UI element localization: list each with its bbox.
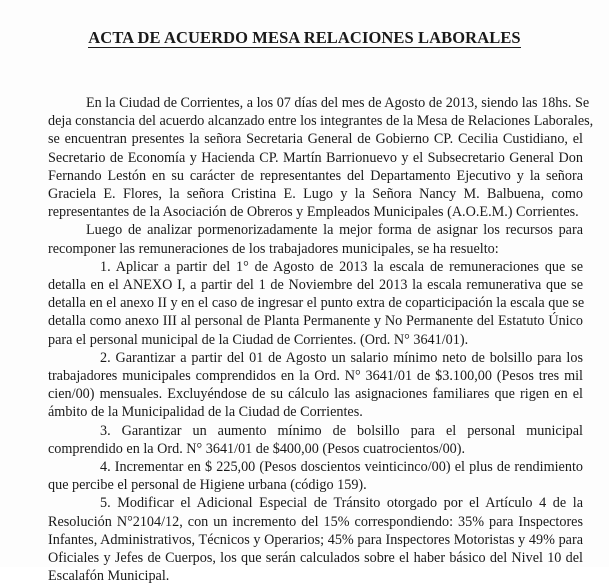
intro-paragraph [48, 94, 594, 221]
text-line: 1. Aplicar a partir del 1° de Agosto de 2013 la escala de remuneraciones que se [100, 258, 583, 275]
document-title-text: ACTA DE ACUERDO MESA RELACIONES LABORALES [88, 28, 521, 47]
text-line: comprendido en la Ord. N° 3641/01 de $400,00 (Pesos cuatrocientos/00). [48, 440, 466, 457]
text-line: trabajadores municipales comprendidos en la Ord. N° 3641/01 de $3.100,00 (Pesos tres mil [48, 368, 583, 385]
document-title [0, 28, 609, 48]
document-body [48, 94, 594, 585]
text-line: Graciela E. Flores, la señora Cristina E. Lugo y la Señora Nancy M. Balbuena, como [48, 186, 583, 203]
text-line: para el personal municipal de la Ciudad de Corrientes. (Ord. N° 3641/01). [48, 331, 469, 348]
text-line: 3. Garantizar un aumento mínimo de bolsillo para el personal municipal [100, 422, 583, 439]
text-line: representantes de la Asociación de Obreros y Empleados Municipales (A.O.E.M.) Corrientes. [48, 204, 579, 221]
text-line: se encuentran presentes la señora Secretaria General de Gobierno CP. Cecilia Custidiano, el [48, 131, 583, 148]
text-line: deja constancia del acuerdo alcanzado entre los integrantes de la Mesa de Relaciones Laborales, [48, 113, 594, 130]
text-line: detalla como anexo III al personal de Planta Permanente y No Permanente del Estatuto Único [48, 313, 583, 330]
text-line: Resolución N°2104/12, con un incremento del 15% correspondiendo: 35% para Inspectores [48, 513, 583, 530]
text-line: En la Ciudad de Corrientes, a los 07 días del mes de Agosto de 2013, siendo las 18hs. Se [86, 95, 590, 111]
text-line: que percibe el personal de Higiene urbana (código 159). [48, 477, 367, 494]
list-item-1 [48, 258, 583, 349]
text-line: Luego de analizar pormenorizadamente la mejor forma de asignar los recursos para [86, 222, 583, 239]
resolution-intro-paragraph [48, 221, 583, 257]
text-line: Secretario de Economía y Hacienda CP. Martín Barrionuevo y el Subsecretario General Don [48, 149, 583, 166]
list-item-4 [48, 458, 583, 494]
text-line: detalla en el ANEXO I, a partir del 1 de Noviembre del 2013 la escala remunerativa que se [48, 277, 583, 294]
text-line: cien/00) mensuales. Excluyéndose de su cálculo las asignaciones familiares que rigen en el [48, 386, 583, 403]
list-item-2 [48, 349, 583, 422]
text-line: recomponer las remuneraciones de los trabajadores municipales, se ha resuelto: [48, 240, 499, 257]
list-item-5 [48, 494, 583, 585]
text-line: Escalafón Municipal. [48, 568, 170, 585]
text-line: Fernando Lestón en su carácter de representantes del Departamento Ejecutivo y la señora [48, 167, 583, 184]
text-line: detalla en el anexo II y en el caso de ingresar el punto extra de coparticipación la escala que se [48, 295, 585, 312]
text-line: 5. Modificar el Adicional Especial de Tránsito otorgado por el Artículo 4 de la [100, 495, 583, 512]
text-line: 2. Garantizar a partir del 01 de Agosto un salario mínimo neto de bolsillo para los [100, 349, 583, 366]
list-item-3 [48, 422, 583, 458]
text-line: Infantes, Administrativos, Técnicos y Operarios; 45% para Inspectores Motoristas y 49% para [48, 531, 583, 548]
text-line: Oficiales y Jefes de Cuerpos, los que serán calculados sobre el haber básico del Nivel 10 del [48, 550, 583, 567]
text-line: ámbito de la Municipalidad de la Ciudad de Corrientes. [48, 404, 363, 421]
text-line: 4. Incrementar en $ 225,00 (Pesos doscientos veinticinco/00) el plus de rendimiento [100, 459, 583, 476]
